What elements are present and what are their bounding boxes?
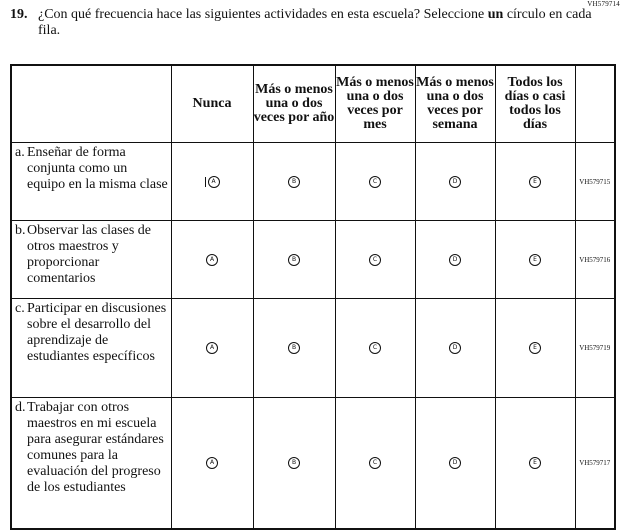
response-bubble-c[interactable]: C	[369, 457, 381, 469]
item-cell	[11, 398, 171, 530]
table-row	[11, 299, 615, 398]
response-bubble-b[interactable]: B	[288, 342, 300, 354]
question-text-after: círculo en cada fila.	[38, 7, 592, 38]
response-bubble-b[interactable]: B	[288, 176, 300, 188]
option-cell-todos-los-dias	[495, 299, 575, 398]
table-row	[11, 143, 615, 221]
question-number: 19.	[10, 7, 28, 22]
response-bubble-d[interactable]: D	[449, 342, 461, 354]
response-bubble-d[interactable]: D	[449, 176, 461, 188]
response-bubble-d[interactable]: D	[449, 254, 461, 266]
response-bubble-c[interactable]: C	[369, 254, 381, 266]
item-text: Participar en discusiones sobre el desarrollo del aprendizaje de estudiantes específicos	[27, 301, 167, 364]
item-text: Observar las clases de otros maestros y proporcionar comentarios	[27, 223, 152, 286]
option-cell-por-semana	[415, 143, 495, 221]
response-bubble-c[interactable]: C	[369, 342, 381, 354]
item-letter: c.	[15, 301, 25, 316]
response-bubble-e[interactable]: E	[529, 342, 541, 354]
item-code: VH579717	[575, 398, 615, 530]
option-cell-nunca	[171, 143, 253, 221]
option-cell-por-ano	[253, 398, 335, 530]
header-row	[11, 65, 615, 143]
option-cell-por-semana	[415, 299, 495, 398]
option-cell-por-ano	[253, 143, 335, 221]
response-bubble-e[interactable]: E	[529, 176, 541, 188]
option-cell-por-mes	[335, 398, 415, 530]
question-text-before: ¿Con qué frecuencia hace las siguientes actividades en esta escuela? Seleccione	[38, 7, 488, 22]
option-cell-por-semana	[415, 221, 495, 299]
option-cell-por-mes	[335, 221, 415, 299]
document-code: VH579714	[587, 0, 620, 8]
header-todos-los-dias: Todos los días o casi todos los días	[495, 65, 575, 143]
header-item	[11, 65, 171, 143]
item-code: VH579715	[575, 143, 615, 221]
item-letter: a.	[15, 145, 25, 160]
header-por-mes: Más o menos una o dos veces por mes	[335, 65, 415, 143]
option-cell-todos-los-dias	[495, 143, 575, 221]
option-cell-nunca	[171, 299, 253, 398]
question-text	[38, 7, 600, 39]
item-cell	[11, 299, 171, 398]
item-text: Trabajar con otros maestros en mi escuela para asegurar estándares comunes para la evaluación del progreso de los estudiantes	[27, 400, 164, 495]
response-bubble-b[interactable]: B	[288, 457, 300, 469]
question-prompt	[10, 7, 600, 39]
item-cell	[11, 143, 171, 221]
header-por-ano: Más o menos una o dos veces por año	[253, 65, 335, 143]
response-bubble-a[interactable]: A	[206, 254, 218, 266]
response-bubble-e[interactable]: E	[529, 254, 541, 266]
question-text-emphasis: un	[487, 7, 504, 22]
item-text: Enseñar de forma conjunta como un equipo en la misma clase	[27, 145, 168, 192]
response-bubble-e[interactable]: E	[529, 457, 541, 469]
option-cell-por-mes	[335, 143, 415, 221]
option-cell-por-semana	[415, 398, 495, 530]
table-row	[11, 398, 615, 530]
response-bubble-a[interactable]: A	[206, 457, 218, 469]
option-cell-por-mes	[335, 299, 415, 398]
header-nunca: Nunca	[171, 65, 253, 143]
header-por-semana: Más o menos una o dos veces por semana	[415, 65, 495, 143]
item-code: VH579719	[575, 299, 615, 398]
response-bubble-a[interactable]: A	[208, 176, 220, 188]
item-letter: d.	[15, 400, 26, 415]
response-bubble-d[interactable]: D	[449, 457, 461, 469]
response-bubble-c[interactable]: C	[369, 176, 381, 188]
response-grid	[10, 64, 616, 530]
tick-mark	[205, 177, 206, 187]
response-bubble-b[interactable]: B	[288, 254, 300, 266]
table-row	[11, 221, 615, 299]
option-cell-por-ano	[253, 299, 335, 398]
item-cell	[11, 221, 171, 299]
option-cell-todos-los-dias	[495, 221, 575, 299]
option-cell-por-ano	[253, 221, 335, 299]
option-cell-nunca	[171, 221, 253, 299]
item-letter: b.	[15, 223, 26, 238]
option-cell-nunca	[171, 398, 253, 530]
item-code: VH579716	[575, 221, 615, 299]
header-code	[575, 65, 615, 143]
response-bubble-a[interactable]: A	[206, 342, 218, 354]
option-cell-todos-los-dias	[495, 398, 575, 530]
